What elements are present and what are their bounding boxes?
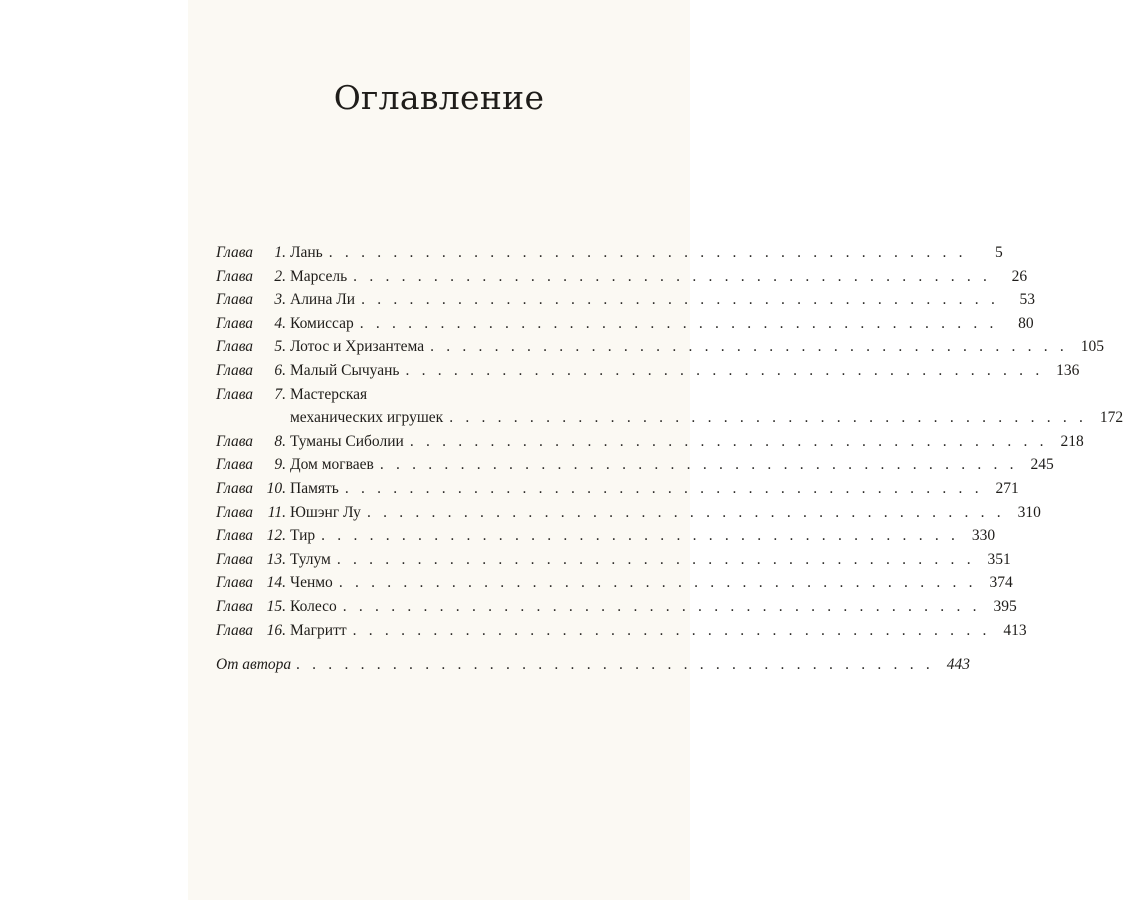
dot-leader: . . . . . . . . . . . . . . . . . . . . . . . . . . . . . . . . . . . . . . . . [430, 338, 1069, 356]
toc-entry-14[interactable] [216, 571, 1013, 595]
page-number: 245 [1030, 456, 1054, 474]
toc-entry-8[interactable] [216, 430, 1084, 454]
chapter-title: Лотос и Хризантема [290, 338, 425, 356]
page-number: 413 [1003, 621, 1027, 639]
chapter-word: Глава [216, 621, 254, 639]
chapter-word: Глава [216, 550, 254, 568]
chapter-number: 3. [274, 291, 286, 309]
chapter-number: 1. [274, 244, 286, 261]
chapter-number: 12. [266, 527, 286, 545]
page-number: 374 [989, 574, 1013, 592]
toc-entry-afterword[interactable] [216, 653, 970, 677]
chapter-title: Память [290, 479, 339, 497]
chapter-title: Тулум [290, 550, 331, 568]
chapter-title: Марсель [290, 267, 348, 285]
chapter-word: Глава [216, 385, 254, 403]
toc-entry-16[interactable] [216, 619, 1027, 643]
dot-leader: . . . . . . . . . . . . . . . . . . . . . . . . . . . . . . . . . . . . . . . . [336, 550, 975, 568]
dot-leader: . . . . . . . . . . . . . . . . . . . . . . . . . . . . . . . . . . . . . . . . [342, 597, 981, 615]
chapter-word: Глава [216, 479, 254, 497]
chapter-word: Глава [216, 338, 254, 356]
toc-entry-12[interactable] [216, 524, 996, 548]
chapter-title: Комиссар [290, 314, 354, 332]
toc-entry-13[interactable] [216, 548, 1011, 572]
chapter-number: 13. [266, 550, 286, 568]
chapter-number: 16. [266, 621, 286, 639]
chapter-number: 9. [274, 456, 286, 474]
chapter-number: 8. [274, 432, 286, 450]
toc-entry-3[interactable] [216, 288, 1036, 312]
dot-leader: . . . . . . . . . . . . . . . . . . . . . . . . . . . . . . . . . . . . . . . . [296, 656, 934, 674]
dot-leader: . . . . . . . . . . . . . . . . . . . . . . . . . . . . . . . . . . . . . . . . [379, 456, 1018, 474]
toc-entry-4[interactable] [216, 312, 1034, 336]
chapter-number: 6. [274, 361, 286, 379]
chapter-word: Глава [216, 291, 254, 309]
table-of-contents [216, 241, 1123, 677]
dot-leader: . . . . . . . . . . . . . . . . . . . . . . . . . . . . . . . . . . . . . . . . [449, 409, 1088, 427]
page-number: 105 [1080, 338, 1105, 356]
chapter-word: Глава [216, 361, 254, 379]
chapter-title: Дом могваев [290, 456, 374, 474]
dot-leader: . . . . . . . . . . . . . . . . . . . . . . . . . . . . . . . . . . . . . . . . [353, 267, 992, 285]
page-number: 443 [946, 656, 970, 674]
dot-leader: . . . . . . . . . . . . . . . . . . . . . . . . . . . . . . . . . . . . . . . . [321, 527, 960, 545]
chapter-number: 7. [274, 385, 286, 403]
chapter-number: 11. [267, 503, 286, 521]
chapter-title: Магритт [290, 621, 347, 639]
dot-leader: . . . . . . . . . . . . . . . . . . . . . . . . . . . . . . . . . . . . . . . . [361, 291, 1000, 309]
dot-leader: . . . . . . . . . . . . . . . . . . . . . . . . . . . . . . . . . . . . . . . . [338, 574, 977, 592]
dot-leader: . . . . . . . . . . . . . . . . . . . . . . . . . . . . . . . . . . . . . . . . [359, 314, 998, 332]
toc-entry-1[interactable] [216, 241, 1003, 265]
page-number: 5 [994, 244, 1003, 261]
page-number: 53 [1019, 291, 1036, 309]
dot-leader: . . . . . . . . . . . . . . . . . . . . . . . . . . . . . . . . . . . . . . . . [344, 479, 983, 497]
chapter-word: Глава [216, 574, 254, 592]
chapter-word: Глава [216, 314, 254, 332]
dot-leader: . . . . . . . . . . . . . . . . . . . . . . . . . . . . . . . . . . . . . . . . [409, 432, 1048, 450]
dot-leader: . . . . . . . . . . . . . . . . . . . . . . . . . . . . . . . . . . . . . . . . [328, 244, 967, 261]
chapter-word: Глава [216, 503, 254, 521]
chapter-title-line-1: Мастерская [290, 385, 368, 403]
toc-entry-9[interactable] [216, 453, 1054, 477]
chapter-word: Глава [216, 456, 254, 474]
chapter-word: Глава [216, 432, 254, 450]
chapter-word: Глава [216, 244, 254, 261]
chapter-title: Лань [290, 244, 323, 261]
chapter-number: 2. [274, 267, 286, 285]
page-number: 330 [971, 527, 996, 545]
afterword-label: От автора [216, 656, 292, 674]
book-page [188, 0, 1123, 900]
page-number: 26 [1011, 267, 1028, 285]
page-number: 351 [987, 550, 1011, 568]
chapter-number: 5. [274, 338, 286, 356]
chapter-word: Глава [216, 597, 254, 615]
chapter-title-line-2: механических игрушек [290, 409, 444, 427]
chapter-number: 15. [266, 597, 286, 615]
dot-leader: . . . . . . . . . . . . . . . . . . . . . . . . . . . . . . . . . . . . . . . . [405, 361, 1044, 379]
toc-entry-11[interactable] [216, 501, 1041, 525]
page-number: 136 [1056, 361, 1080, 379]
page-number: 395 [993, 597, 1017, 615]
chapter-title: Ченмо [290, 574, 333, 592]
chapter-title: Алина Ли [290, 291, 356, 309]
chapter-word: Глава [216, 527, 254, 545]
chapter-word: Глава [216, 267, 254, 285]
chapter-number: 10. [266, 479, 286, 497]
chapter-title: Юшэнг Лу [290, 503, 361, 521]
page-number: 271 [995, 479, 1019, 497]
chapter-number: 4. [274, 314, 286, 332]
page-number: 80 [1018, 314, 1034, 332]
chapter-number: 14. [266, 574, 286, 592]
toc-entry-2[interactable] [216, 265, 1028, 289]
toc-entry-15[interactable] [216, 595, 1017, 619]
toc-entry-5[interactable] [216, 335, 1105, 359]
chapter-title: Туманы Сиболии [290, 432, 404, 450]
toc-entry-10[interactable] [216, 477, 1019, 501]
dot-leader: . . . . . . . . . . . . . . . . . . . . . . . . . . . . . . . . . . . . . . . . [366, 503, 1005, 521]
page-title: Оглавление [333, 78, 545, 117]
toc-entry-6[interactable] [216, 359, 1080, 383]
chapter-title: Малый Сычуань [290, 361, 400, 379]
chapter-title: Тир [290, 527, 316, 545]
toc-entry-7[interactable] [216, 383, 1123, 430]
page-number: 218 [1060, 432, 1084, 450]
chapter-title: Колесо [290, 597, 337, 615]
page-number: 172 [1099, 409, 1123, 427]
dot-leader: . . . . . . . . . . . . . . . . . . . . . . . . . . . . . . . . . . . . . . . . [352, 621, 991, 639]
page-number: 310 [1017, 503, 1041, 521]
